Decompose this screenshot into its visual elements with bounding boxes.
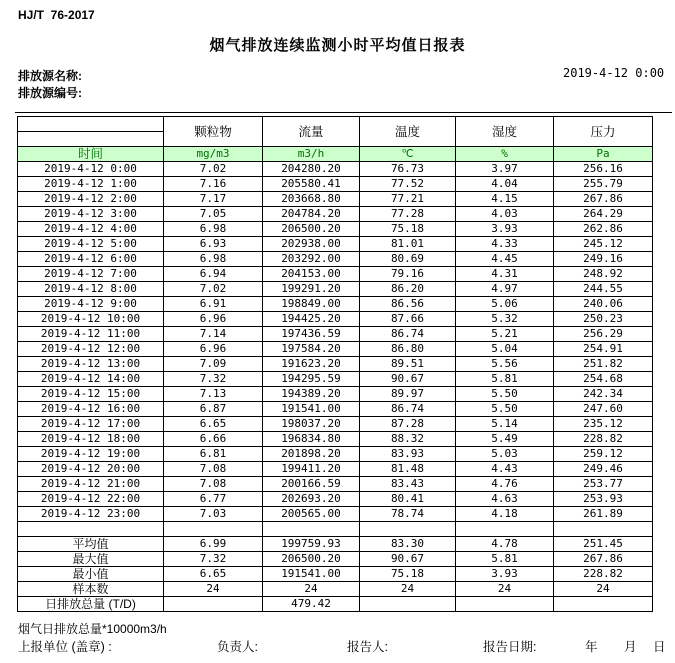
value-cell: 6.81 (164, 447, 263, 462)
value-cell: 75.18 (360, 222, 456, 237)
spacer-row (18, 522, 653, 537)
table-row (18, 297, 653, 312)
value-cell: 6.96 (164, 312, 263, 327)
time-cell: 2019-4-12 13:00 (18, 357, 164, 372)
value-cell: 81.01 (360, 237, 456, 252)
value-cell: 7.32 (164, 552, 263, 567)
value-cell: 6.98 (164, 252, 263, 267)
value-cell: 5.81 (456, 552, 554, 567)
value-cell: 199411.20 (263, 462, 360, 477)
value-cell: 7.05 (164, 207, 263, 222)
value-cell: 250.23 (554, 312, 653, 327)
value-cell: 90.67 (360, 372, 456, 387)
value-cell: 196834.80 (263, 432, 360, 447)
value-cell: 77.52 (360, 177, 456, 192)
table-row (18, 402, 653, 417)
value-cell: 77.28 (360, 207, 456, 222)
value-cell: 202938.00 (263, 237, 360, 252)
reporter-label: 报告人: (347, 640, 388, 654)
value-cell: 244.55 (554, 282, 653, 297)
value-cell: 86.20 (360, 282, 456, 297)
value-cell: 4.33 (456, 237, 554, 252)
value-cell: 24 (456, 582, 554, 597)
summary-label-cell: 平均值 (18, 537, 164, 552)
value-cell: 256.16 (554, 162, 653, 177)
value-cell: 6.94 (164, 267, 263, 282)
value-cell: 79.16 (360, 267, 456, 282)
value-cell: 248.92 (554, 267, 653, 282)
value-cell: 247.60 (554, 402, 653, 417)
reporting-unit-label: 上报单位 (盖章) : (18, 640, 112, 654)
value-cell: 199759.93 (263, 537, 360, 552)
value-cell: 83.93 (360, 447, 456, 462)
col-header-temperature: 温度 (360, 117, 456, 147)
value-cell (164, 522, 263, 537)
value-cell: 249.46 (554, 462, 653, 477)
value-cell: 253.93 (554, 492, 653, 507)
value-cell: 256.29 (554, 327, 653, 342)
report-table (17, 116, 653, 612)
value-cell: 78.74 (360, 507, 456, 522)
summary-row (18, 582, 653, 597)
value-cell: 251.82 (554, 357, 653, 372)
value-cell: 5.32 (456, 312, 554, 327)
value-cell: 200565.00 (263, 507, 360, 522)
value-cell: 6.98 (164, 222, 263, 237)
value-cell: 4.31 (456, 267, 554, 282)
time-cell: 2019-4-12 19:00 (18, 447, 164, 462)
value-cell (554, 522, 653, 537)
time-cell: 2019-4-12 21:00 (18, 477, 164, 492)
value-cell: 87.28 (360, 417, 456, 432)
summary-row (18, 597, 653, 612)
table-row (18, 207, 653, 222)
header-blank-bottom-cell (18, 132, 164, 147)
value-cell: 80.41 (360, 492, 456, 507)
summary-label-cell: 最大值 (18, 552, 164, 567)
table-row (18, 237, 653, 252)
time-cell: 2019-4-12 17:00 (18, 417, 164, 432)
table-row (18, 372, 653, 387)
value-cell: 201898.20 (263, 447, 360, 462)
summary-label-cell: 日排放总量 (T/D) (18, 597, 164, 612)
value-cell: 4.97 (456, 282, 554, 297)
value-cell: 7.03 (164, 507, 263, 522)
time-cell: 2019-4-12 9:00 (18, 297, 164, 312)
unit-particulate: mg/m3 (164, 147, 263, 162)
value-cell: 5.81 (456, 372, 554, 387)
value-cell: 259.12 (554, 447, 653, 462)
responsible-person-label: 负责人: (217, 640, 258, 654)
summary-rows (18, 522, 653, 612)
value-cell: 80.69 (360, 252, 456, 267)
table-row (18, 267, 653, 282)
table-row (18, 447, 653, 462)
value-cell: 204280.20 (263, 162, 360, 177)
value-cell: 203292.00 (263, 252, 360, 267)
value-cell: 4.03 (456, 207, 554, 222)
value-cell: 5.56 (456, 357, 554, 372)
value-cell: 261.89 (554, 507, 653, 522)
time-cell (18, 522, 164, 537)
report-date-label: 报告日期: (483, 640, 537, 654)
value-cell: 7.09 (164, 357, 263, 372)
value-cell: 254.91 (554, 342, 653, 357)
time-cell: 2019-4-12 3:00 (18, 207, 164, 222)
value-cell: 24 (263, 582, 360, 597)
value-cell: 197584.20 (263, 342, 360, 357)
value-cell: 205580.41 (263, 177, 360, 192)
value-cell: 77.21 (360, 192, 456, 207)
value-cell: 204784.20 (263, 207, 360, 222)
table-row (18, 417, 653, 432)
value-cell: 4.15 (456, 192, 554, 207)
year-label: 年 (585, 640, 598, 654)
report-datetime: 2019-4-12 0:00 (563, 66, 665, 80)
value-cell (456, 522, 554, 537)
table-row (18, 357, 653, 372)
month-label: 月 (624, 640, 637, 654)
value-cell: 7.14 (164, 327, 263, 342)
day-label: 日 (653, 640, 666, 654)
value-cell: 5.50 (456, 387, 554, 402)
value-cell (456, 597, 554, 612)
summary-row (18, 552, 653, 567)
value-cell (360, 597, 456, 612)
value-cell: 200166.59 (263, 477, 360, 492)
time-cell: 2019-4-12 16:00 (18, 402, 164, 417)
table-row (18, 477, 653, 492)
time-cell: 2019-4-12 14:00 (18, 372, 164, 387)
value-cell: 89.51 (360, 357, 456, 372)
value-cell: 4.45 (456, 252, 554, 267)
time-cell: 2019-4-12 23:00 (18, 507, 164, 522)
time-cell: 2019-4-12 0:00 (18, 162, 164, 177)
value-cell: 87.66 (360, 312, 456, 327)
time-cell: 2019-4-12 7:00 (18, 267, 164, 282)
value-cell: 5.04 (456, 342, 554, 357)
header-blank-top-cell (18, 117, 164, 132)
value-cell: 3.93 (456, 222, 554, 237)
table-row (18, 432, 653, 447)
table-row (18, 462, 653, 477)
value-cell: 4.04 (456, 177, 554, 192)
time-cell: 2019-4-12 5:00 (18, 237, 164, 252)
value-cell: 194389.20 (263, 387, 360, 402)
time-cell: 2019-4-12 10:00 (18, 312, 164, 327)
value-cell: 6.87 (164, 402, 263, 417)
value-cell: 235.12 (554, 417, 653, 432)
table-row (18, 492, 653, 507)
header-row-top (18, 117, 653, 132)
value-cell (360, 522, 456, 537)
value-cell: 254.68 (554, 372, 653, 387)
table-row (18, 507, 653, 522)
value-cell: 6.91 (164, 297, 263, 312)
value-cell: 6.96 (164, 342, 263, 357)
value-cell: 203668.80 (263, 192, 360, 207)
value-cell: 7.02 (164, 162, 263, 177)
value-cell: 75.18 (360, 567, 456, 582)
time-cell: 2019-4-12 2:00 (18, 192, 164, 207)
value-cell: 242.34 (554, 387, 653, 402)
table-row (18, 342, 653, 357)
value-cell: 89.97 (360, 387, 456, 402)
value-cell: 206500.20 (263, 222, 360, 237)
value-cell: 3.97 (456, 162, 554, 177)
time-cell: 2019-4-12 22:00 (18, 492, 164, 507)
value-cell: 202693.20 (263, 492, 360, 507)
value-cell: 251.45 (554, 537, 653, 552)
value-cell: 199291.20 (263, 282, 360, 297)
value-cell: 5.21 (456, 327, 554, 342)
table-row (18, 312, 653, 327)
summary-row (18, 537, 653, 552)
value-cell: 5.06 (456, 297, 554, 312)
time-cell: 2019-4-12 15:00 (18, 387, 164, 402)
value-cell (263, 522, 360, 537)
time-cell: 2019-4-12 6:00 (18, 252, 164, 267)
value-cell: 6.77 (164, 492, 263, 507)
value-cell: 194425.20 (263, 312, 360, 327)
value-cell: 5.49 (456, 432, 554, 447)
summary-label-cell: 样本数 (18, 582, 164, 597)
value-cell: 7.08 (164, 477, 263, 492)
value-cell: 6.65 (164, 567, 263, 582)
table-row (18, 252, 653, 267)
time-cell: 2019-4-12 11:00 (18, 327, 164, 342)
time-cell: 2019-4-12 1:00 (18, 177, 164, 192)
value-cell: 86.74 (360, 402, 456, 417)
standard-number: HJ/T 76-2017 (18, 8, 95, 22)
value-cell: 198037.20 (263, 417, 360, 432)
col-header-particulate: 颗粒物 (164, 117, 263, 147)
value-cell: 83.43 (360, 477, 456, 492)
page-title: 烟气排放连续监测小时平均值日报表 (209, 37, 466, 54)
col-header-pressure: 压力 (554, 117, 653, 147)
value-cell: 4.43 (456, 462, 554, 477)
value-cell: 479.42 (263, 597, 360, 612)
table-row (18, 387, 653, 402)
unit-flow: m3/h (263, 147, 360, 162)
table-row (18, 327, 653, 342)
table-row (18, 162, 653, 177)
value-cell: 7.13 (164, 387, 263, 402)
time-cell: 2019-4-12 12:00 (18, 342, 164, 357)
value-cell: 81.48 (360, 462, 456, 477)
unit-humidity: % (456, 147, 554, 162)
value-cell: 7.02 (164, 282, 263, 297)
value-cell: 7.08 (164, 462, 263, 477)
value-cell: 5.14 (456, 417, 554, 432)
value-cell: 228.82 (554, 432, 653, 447)
value-cell: 4.78 (456, 537, 554, 552)
value-cell: 6.99 (164, 537, 263, 552)
unit-temperature: ℃ (360, 147, 456, 162)
value-cell: 267.86 (554, 192, 653, 207)
value-cell: 6.65 (164, 417, 263, 432)
table-row (18, 222, 653, 237)
value-cell: 76.73 (360, 162, 456, 177)
value-cell (554, 597, 653, 612)
value-cell: 245.12 (554, 237, 653, 252)
value-cell: 6.93 (164, 237, 263, 252)
table-row (18, 177, 653, 192)
value-cell: 86.80 (360, 342, 456, 357)
summary-row (18, 567, 653, 582)
value-cell: 83.30 (360, 537, 456, 552)
value-cell: 197436.59 (263, 327, 360, 342)
value-cell: 262.86 (554, 222, 653, 237)
value-cell: 5.03 (456, 447, 554, 462)
value-cell: 24 (164, 582, 263, 597)
value-cell: 4.63 (456, 492, 554, 507)
col-header-humidity: 湿度 (456, 117, 554, 147)
value-cell (164, 597, 263, 612)
value-cell: 86.56 (360, 297, 456, 312)
source-code-label: 排放源编号: (18, 86, 82, 100)
value-cell: 206500.20 (263, 552, 360, 567)
value-cell: 191541.00 (263, 567, 360, 582)
table-row (18, 282, 653, 297)
value-cell: 194295.59 (263, 372, 360, 387)
time-cell: 2019-4-12 18:00 (18, 432, 164, 447)
value-cell: 86.74 (360, 327, 456, 342)
value-cell: 191541.00 (263, 402, 360, 417)
value-cell: 204153.00 (263, 267, 360, 282)
value-cell: 253.77 (554, 477, 653, 492)
value-cell: 88.32 (360, 432, 456, 447)
unit-pressure: Pa (554, 147, 653, 162)
time-cell: 2019-4-12 20:00 (18, 462, 164, 477)
value-cell: 264.29 (554, 207, 653, 222)
divider-line (15, 112, 672, 113)
value-cell: 5.50 (456, 402, 554, 417)
value-cell: 7.17 (164, 192, 263, 207)
value-cell: 24 (554, 582, 653, 597)
summary-label-cell: 最小值 (18, 567, 164, 582)
flow-total-note: 烟气日排放总量*10000m3/h (18, 622, 167, 636)
value-cell: 3.93 (456, 567, 554, 582)
col-header-flow: 流量 (263, 117, 360, 147)
value-cell: 6.66 (164, 432, 263, 447)
time-column-header: 时间 (18, 147, 164, 162)
table-row (18, 192, 653, 207)
data-rows (18, 162, 653, 522)
source-name-label: 排放源名称: (18, 69, 82, 83)
time-cell: 2019-4-12 4:00 (18, 222, 164, 237)
value-cell: 24 (360, 582, 456, 597)
value-cell: 7.16 (164, 177, 263, 192)
value-cell: 240.06 (554, 297, 653, 312)
value-cell: 228.82 (554, 567, 653, 582)
value-cell: 7.32 (164, 372, 263, 387)
value-cell: 90.67 (360, 552, 456, 567)
units-row (18, 147, 653, 162)
value-cell: 4.18 (456, 507, 554, 522)
value-cell: 249.16 (554, 252, 653, 267)
value-cell: 255.79 (554, 177, 653, 192)
value-cell: 191623.20 (263, 357, 360, 372)
time-cell: 2019-4-12 8:00 (18, 282, 164, 297)
value-cell: 4.76 (456, 477, 554, 492)
value-cell: 198849.00 (263, 297, 360, 312)
value-cell: 267.86 (554, 552, 653, 567)
